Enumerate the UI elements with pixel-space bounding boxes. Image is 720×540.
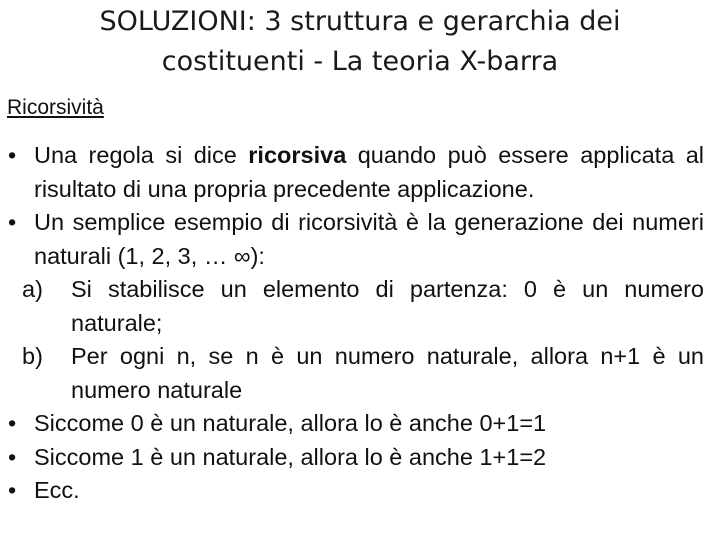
- sub-item-marker: b): [22, 343, 43, 369]
- section-heading: Ricorsività: [7, 96, 104, 119]
- bullet-marker: •: [8, 477, 17, 503]
- sub-item-text: Per ogni n, se n è un numero naturale, allora n+1 è un numero naturale: [71, 343, 704, 403]
- bullet-item: [8, 407, 704, 441]
- bullet-text: Siccome 1 è un naturale, allora lo è anche 1+1=2: [34, 443, 547, 470]
- sub-item: [8, 340, 704, 407]
- bullet-marker: •: [8, 443, 17, 470]
- bullet-item: [8, 441, 704, 475]
- bullet-text: Un semplice esempio di ricorsività è la generazione dei numeri naturali (1, 2, 3, … ∞):: [34, 209, 704, 269]
- sub-item-marker: a): [22, 276, 43, 302]
- title-line-2: costituenti - La teoria X-barra: [161, 46, 559, 77]
- slide-content: [8, 139, 704, 508]
- bullet-item: [8, 206, 704, 273]
- bullet-item: [8, 474, 704, 508]
- bullet-text: Ecc.: [34, 477, 80, 503]
- title-line-1: SOLUZIONI: 3 struttura e gerarchia dei: [99, 6, 621, 37]
- bullet-marker: •: [8, 142, 17, 168]
- bullet-text: Siccome 0 è un naturale, allora lo è anche 0+1=1: [34, 410, 547, 436]
- bullet-marker: •: [8, 209, 17, 235]
- bullet-text-after: quando può essere applicata al risultato di una propria precedente applicazione.: [34, 142, 704, 202]
- bullet-item: [8, 139, 704, 206]
- bullet-bold-term: ricorsiva: [248, 142, 347, 168]
- bullet-text-before: Una regola si dice: [34, 142, 249, 168]
- slide-title: [0, 2, 720, 82]
- sub-item-text: Si stabilisce un elemento di partenza: 0 è un numero naturale;: [71, 276, 704, 336]
- sub-item: [8, 273, 704, 340]
- bullet-marker: •: [8, 410, 17, 436]
